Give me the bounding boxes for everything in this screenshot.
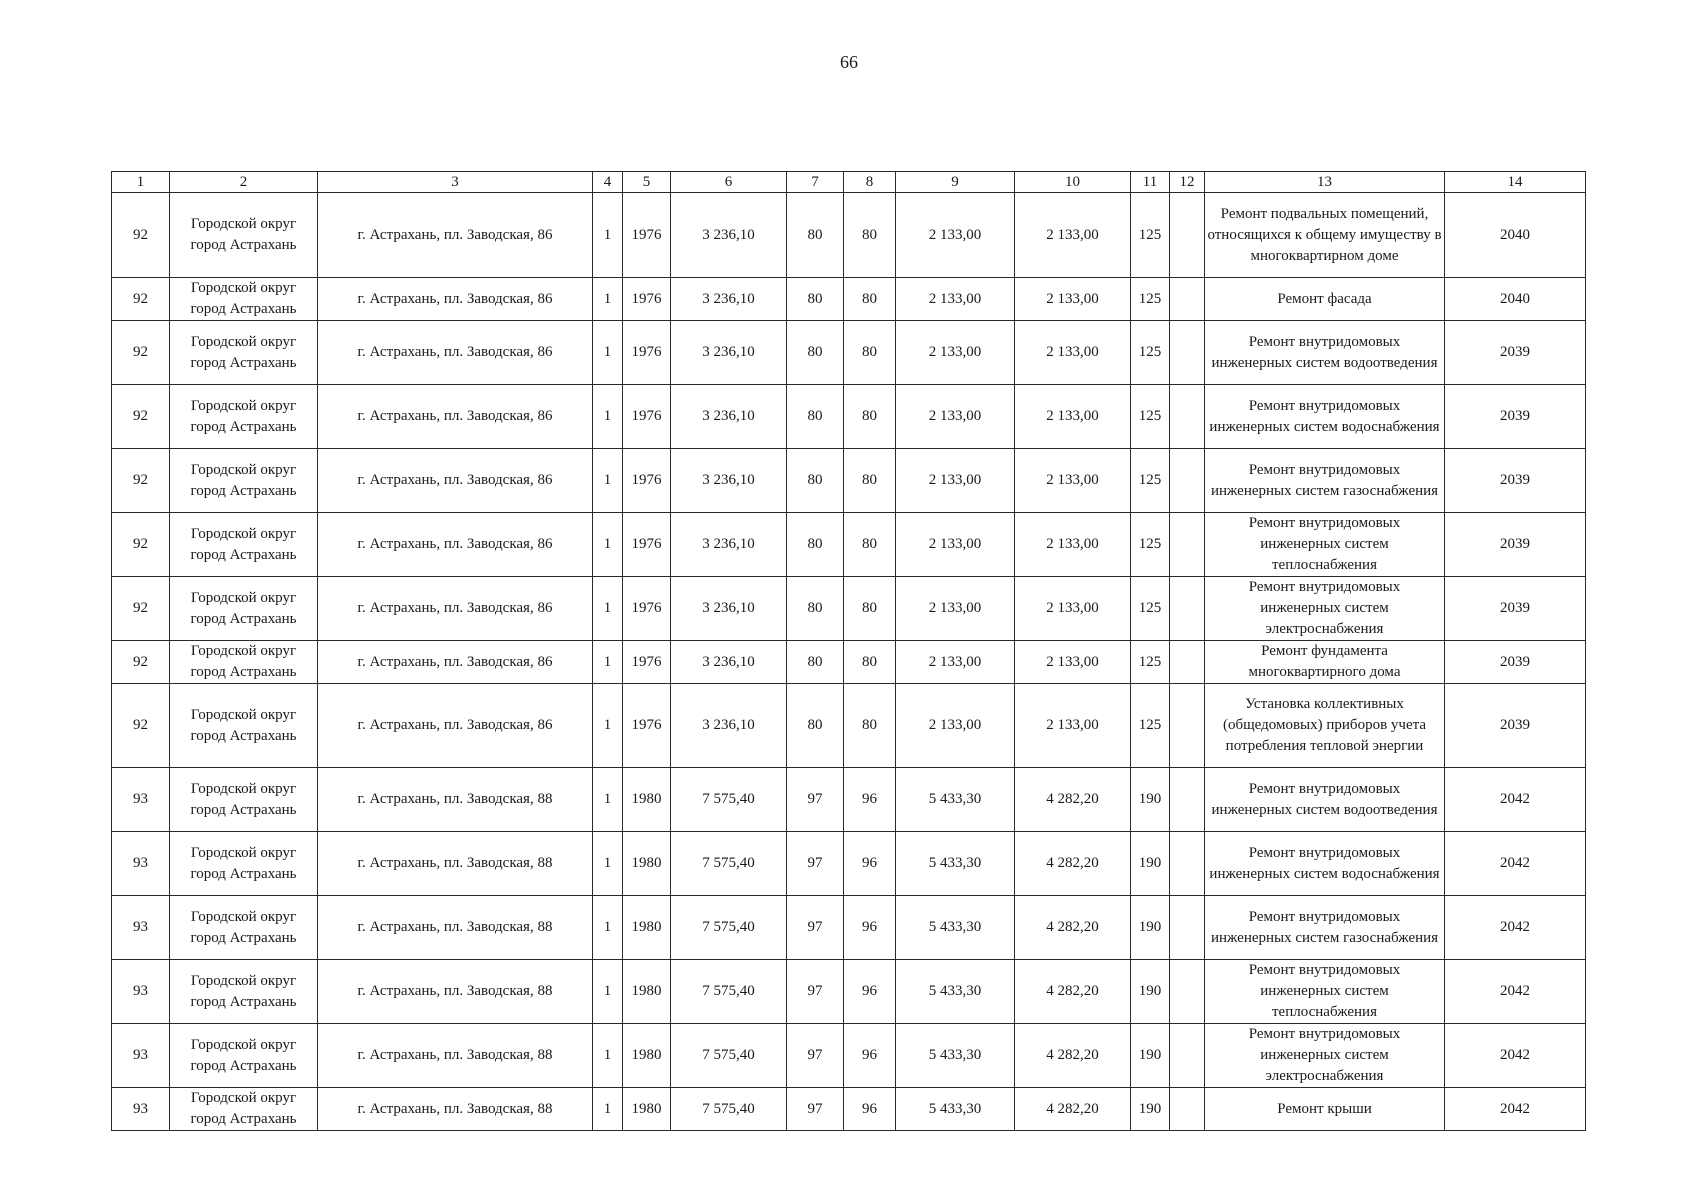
municipality-cell: Городской округ город Астрахань xyxy=(170,641,318,684)
value-cell: 97 xyxy=(787,1088,844,1131)
value-cell: 80 xyxy=(844,278,896,321)
value-cell: 80 xyxy=(844,577,896,641)
area-cell: 2 133,00 xyxy=(896,577,1015,641)
column-header: 9 xyxy=(896,172,1015,193)
area-cell: 7 575,40 xyxy=(671,896,787,960)
municipality-cell: Городской округ город Астрахань xyxy=(170,1024,318,1088)
area-cell: 2 133,00 xyxy=(896,641,1015,684)
work-type-cell: Ремонт фасада xyxy=(1205,278,1445,321)
year-cell: 1980 xyxy=(623,832,671,896)
address-cell: г. Астрахань, пл. Заводская, 88 xyxy=(318,960,593,1024)
work-type-cell: Ремонт внутридомовых инженерных систем водоотведения xyxy=(1205,321,1445,385)
area-cell: 5 433,30 xyxy=(896,960,1015,1024)
value-cell: 125 xyxy=(1131,513,1170,577)
area-cell: 4 282,20 xyxy=(1015,960,1131,1024)
municipality-cell: Городской округ город Астрахань xyxy=(170,449,318,513)
area-cell: 2 133,00 xyxy=(1015,193,1131,278)
column-header: 8 xyxy=(844,172,896,193)
table-row xyxy=(112,768,1586,832)
table-row xyxy=(112,193,1586,278)
value-cell: 96 xyxy=(844,960,896,1024)
row-number-cell: 92 xyxy=(112,385,170,449)
count-cell: 1 xyxy=(593,832,623,896)
value-cell: 125 xyxy=(1131,321,1170,385)
area-cell: 2 133,00 xyxy=(896,278,1015,321)
table-row xyxy=(112,513,1586,577)
value-cell: 96 xyxy=(844,896,896,960)
row-number-cell: 93 xyxy=(112,1024,170,1088)
municipality-cell: Городской округ город Астрахань xyxy=(170,768,318,832)
year-cell: 1976 xyxy=(623,385,671,449)
period-cell: 2039 xyxy=(1445,513,1586,577)
work-type-cell: Ремонт подвальных помещений, относящихся к общему имуществу в многоквартирном доме xyxy=(1205,193,1445,278)
municipality-cell: Городской округ город Астрахань xyxy=(170,896,318,960)
value-cell: 125 xyxy=(1131,278,1170,321)
municipality-cell: Городской округ город Астрахань xyxy=(170,1088,318,1131)
address-cell: г. Астрахань, пл. Заводская, 88 xyxy=(318,768,593,832)
empty-cell xyxy=(1170,896,1205,960)
value-cell: 80 xyxy=(844,449,896,513)
empty-cell xyxy=(1170,1088,1205,1131)
address-cell: г. Астрахань, пл. Заводская, 86 xyxy=(318,577,593,641)
value-cell: 80 xyxy=(787,577,844,641)
page-number: 66 xyxy=(840,52,858,72)
area-cell: 2 133,00 xyxy=(1015,513,1131,577)
municipality-cell: Городской округ город Астрахань xyxy=(170,577,318,641)
area-cell: 2 133,00 xyxy=(1015,278,1131,321)
area-cell: 3 236,10 xyxy=(671,193,787,278)
count-cell: 1 xyxy=(593,896,623,960)
count-cell: 1 xyxy=(593,960,623,1024)
count-cell: 1 xyxy=(593,321,623,385)
period-cell: 2042 xyxy=(1445,832,1586,896)
work-type-cell: Ремонт крыши xyxy=(1205,1088,1445,1131)
empty-cell xyxy=(1170,832,1205,896)
row-number-cell: 92 xyxy=(112,193,170,278)
period-cell: 2042 xyxy=(1445,960,1586,1024)
year-cell: 1976 xyxy=(623,278,671,321)
count-cell: 1 xyxy=(593,768,623,832)
table-row xyxy=(112,278,1586,321)
row-number-cell: 93 xyxy=(112,960,170,1024)
value-cell: 80 xyxy=(844,684,896,768)
row-number-cell: 92 xyxy=(112,513,170,577)
year-cell: 1980 xyxy=(623,768,671,832)
value-cell: 96 xyxy=(844,1024,896,1088)
address-cell: г. Астрахань, пл. Заводская, 86 xyxy=(318,321,593,385)
registry-table xyxy=(111,171,1586,1131)
column-header: 3 xyxy=(318,172,593,193)
column-header: 7 xyxy=(787,172,844,193)
area-cell: 5 433,30 xyxy=(896,1088,1015,1131)
municipality-cell: Городской округ город Астрахань xyxy=(170,513,318,577)
area-cell: 4 282,20 xyxy=(1015,768,1131,832)
year-cell: 1976 xyxy=(623,193,671,278)
municipality-cell: Городской округ город Астрахань xyxy=(170,684,318,768)
value-cell: 80 xyxy=(844,513,896,577)
column-header: 12 xyxy=(1170,172,1205,193)
value-cell: 96 xyxy=(844,832,896,896)
value-cell: 125 xyxy=(1131,684,1170,768)
column-header: 11 xyxy=(1131,172,1170,193)
area-cell: 5 433,30 xyxy=(896,1024,1015,1088)
work-type-cell: Ремонт внутридомовых инженерных систем теплоснабжения xyxy=(1205,513,1445,577)
area-cell: 2 133,00 xyxy=(1015,641,1131,684)
year-cell: 1976 xyxy=(623,513,671,577)
count-cell: 1 xyxy=(593,513,623,577)
work-type-cell: Ремонт внутридомовых инженерных систем водоснабжения xyxy=(1205,385,1445,449)
address-cell: г. Астрахань, пл. Заводская, 86 xyxy=(318,513,593,577)
area-cell: 7 575,40 xyxy=(671,768,787,832)
column-header: 2 xyxy=(170,172,318,193)
value-cell: 80 xyxy=(844,321,896,385)
row-number-cell: 93 xyxy=(112,1088,170,1131)
area-cell: 7 575,40 xyxy=(671,832,787,896)
area-cell: 4 282,20 xyxy=(1015,1024,1131,1088)
period-cell: 2039 xyxy=(1445,641,1586,684)
value-cell: 80 xyxy=(844,641,896,684)
count-cell: 1 xyxy=(593,641,623,684)
table-row xyxy=(112,321,1586,385)
value-cell: 80 xyxy=(844,193,896,278)
period-cell: 2040 xyxy=(1445,278,1586,321)
empty-cell xyxy=(1170,684,1205,768)
row-number-cell: 93 xyxy=(112,896,170,960)
address-cell: г. Астрахань, пл. Заводская, 86 xyxy=(318,278,593,321)
work-type-cell: Установка коллективных (общедомовых) приборов учета потребления тепловой энергии xyxy=(1205,684,1445,768)
column-header: 10 xyxy=(1015,172,1131,193)
period-cell: 2039 xyxy=(1445,385,1586,449)
year-cell: 1976 xyxy=(623,684,671,768)
column-header: 1 xyxy=(112,172,170,193)
area-cell: 3 236,10 xyxy=(671,385,787,449)
table-row xyxy=(112,577,1586,641)
table-row xyxy=(112,960,1586,1024)
area-cell: 3 236,10 xyxy=(671,449,787,513)
value-cell: 80 xyxy=(787,449,844,513)
municipality-cell: Городской округ город Астрахань xyxy=(170,278,318,321)
value-cell: 80 xyxy=(787,385,844,449)
value-cell: 97 xyxy=(787,960,844,1024)
municipality-cell: Городской округ город Астрахань xyxy=(170,960,318,1024)
column-header: 14 xyxy=(1445,172,1586,193)
year-cell: 1976 xyxy=(623,641,671,684)
row-number-cell: 92 xyxy=(112,278,170,321)
area-cell: 3 236,10 xyxy=(671,684,787,768)
area-cell: 5 433,30 xyxy=(896,768,1015,832)
count-cell: 1 xyxy=(593,1088,623,1131)
work-type-cell: Ремонт внутридомовых инженерных систем газоснабжения xyxy=(1205,896,1445,960)
value-cell: 80 xyxy=(787,513,844,577)
table-row xyxy=(112,641,1586,684)
empty-cell xyxy=(1170,577,1205,641)
period-cell: 2039 xyxy=(1445,449,1586,513)
count-cell: 1 xyxy=(593,385,623,449)
value-cell: 125 xyxy=(1131,577,1170,641)
value-cell: 190 xyxy=(1131,1024,1170,1088)
area-cell: 3 236,10 xyxy=(671,641,787,684)
empty-cell xyxy=(1170,193,1205,278)
year-cell: 1976 xyxy=(623,321,671,385)
area-cell: 7 575,40 xyxy=(671,1088,787,1131)
empty-cell xyxy=(1170,321,1205,385)
value-cell: 125 xyxy=(1131,193,1170,278)
area-cell: 5 433,30 xyxy=(896,896,1015,960)
area-cell: 3 236,10 xyxy=(671,321,787,385)
area-cell: 2 133,00 xyxy=(1015,385,1131,449)
row-number-cell: 92 xyxy=(112,577,170,641)
area-cell: 3 236,10 xyxy=(671,577,787,641)
area-cell: 2 133,00 xyxy=(896,385,1015,449)
work-type-cell: Ремонт фундамента многоквартирного дома xyxy=(1205,641,1445,684)
empty-cell xyxy=(1170,278,1205,321)
value-cell: 80 xyxy=(787,321,844,385)
period-cell: 2042 xyxy=(1445,1088,1586,1131)
work-type-cell: Ремонт внутридомовых инженерных систем теплоснабжения xyxy=(1205,960,1445,1024)
value-cell: 190 xyxy=(1131,832,1170,896)
period-cell: 2040 xyxy=(1445,193,1586,278)
period-cell: 2042 xyxy=(1445,768,1586,832)
address-cell: г. Астрахань, пл. Заводская, 86 xyxy=(318,193,593,278)
empty-cell xyxy=(1170,385,1205,449)
row-number-cell: 92 xyxy=(112,641,170,684)
year-cell: 1980 xyxy=(623,896,671,960)
row-number-cell: 92 xyxy=(112,684,170,768)
year-cell: 1980 xyxy=(623,1024,671,1088)
period-cell: 2042 xyxy=(1445,1024,1586,1088)
municipality-cell: Городской округ город Астрахань xyxy=(170,832,318,896)
municipality-cell: Городской округ город Астрахань xyxy=(170,193,318,278)
table-row xyxy=(112,1088,1586,1131)
count-cell: 1 xyxy=(593,577,623,641)
count-cell: 1 xyxy=(593,193,623,278)
address-cell: г. Астрахань, пл. Заводская, 86 xyxy=(318,449,593,513)
value-cell: 97 xyxy=(787,896,844,960)
period-cell: 2039 xyxy=(1445,321,1586,385)
value-cell: 97 xyxy=(787,1024,844,1088)
column-header: 13 xyxy=(1205,172,1445,193)
value-cell: 80 xyxy=(787,684,844,768)
row-number-cell: 92 xyxy=(112,449,170,513)
value-cell: 80 xyxy=(787,641,844,684)
period-cell: 2039 xyxy=(1445,684,1586,768)
address-cell: г. Астрахань, пл. Заводская, 88 xyxy=(318,896,593,960)
work-type-cell: Ремонт внутридомовых инженерных систем электроснабжения xyxy=(1205,1024,1445,1088)
area-cell: 3 236,10 xyxy=(671,278,787,321)
column-header: 6 xyxy=(671,172,787,193)
municipality-cell: Городской округ город Астрахань xyxy=(170,321,318,385)
value-cell: 96 xyxy=(844,768,896,832)
area-cell: 2 133,00 xyxy=(1015,684,1131,768)
empty-cell xyxy=(1170,449,1205,513)
row-number-cell: 92 xyxy=(112,321,170,385)
year-cell: 1980 xyxy=(623,960,671,1024)
area-cell: 2 133,00 xyxy=(896,449,1015,513)
value-cell: 97 xyxy=(787,768,844,832)
value-cell: 96 xyxy=(844,1088,896,1131)
area-cell: 5 433,30 xyxy=(896,832,1015,896)
area-cell: 4 282,20 xyxy=(1015,1088,1131,1131)
table-row xyxy=(112,684,1586,768)
value-cell: 125 xyxy=(1131,641,1170,684)
work-type-cell: Ремонт внутридомовых инженерных систем газоснабжения xyxy=(1205,449,1445,513)
area-cell: 4 282,20 xyxy=(1015,832,1131,896)
area-cell: 3 236,10 xyxy=(671,513,787,577)
count-cell: 1 xyxy=(593,449,623,513)
year-cell: 1976 xyxy=(623,577,671,641)
empty-cell xyxy=(1170,768,1205,832)
count-cell: 1 xyxy=(593,278,623,321)
count-cell: 1 xyxy=(593,684,623,768)
value-cell: 190 xyxy=(1131,1088,1170,1131)
area-cell: 4 282,20 xyxy=(1015,896,1131,960)
area-cell: 7 575,40 xyxy=(671,960,787,1024)
address-cell: г. Астрахань, пл. Заводская, 86 xyxy=(318,684,593,768)
table-row xyxy=(112,449,1586,513)
row-number-cell: 93 xyxy=(112,832,170,896)
address-cell: г. Астрахань, пл. Заводская, 88 xyxy=(318,832,593,896)
table-row xyxy=(112,832,1586,896)
municipality-cell: Городской округ город Астрахань xyxy=(170,385,318,449)
period-cell: 2042 xyxy=(1445,896,1586,960)
area-cell: 2 133,00 xyxy=(896,193,1015,278)
address-cell: г. Астрахань, пл. Заводская, 88 xyxy=(318,1088,593,1131)
count-cell: 1 xyxy=(593,1024,623,1088)
empty-cell xyxy=(1170,513,1205,577)
table-row xyxy=(112,1024,1586,1088)
address-cell: г. Астрахань, пл. Заводская, 86 xyxy=(318,385,593,449)
area-cell: 2 133,00 xyxy=(1015,321,1131,385)
table-row xyxy=(112,896,1586,960)
column-header: 5 xyxy=(623,172,671,193)
value-cell: 80 xyxy=(787,193,844,278)
value-cell: 125 xyxy=(1131,385,1170,449)
year-cell: 1980 xyxy=(623,1088,671,1131)
work-type-cell: Ремонт внутридомовых инженерных систем электроснабжения xyxy=(1205,577,1445,641)
value-cell: 190 xyxy=(1131,960,1170,1024)
column-header: 4 xyxy=(593,172,623,193)
value-cell: 190 xyxy=(1131,896,1170,960)
area-cell: 2 133,00 xyxy=(896,513,1015,577)
value-cell: 190 xyxy=(1131,768,1170,832)
area-cell: 7 575,40 xyxy=(671,1024,787,1088)
area-cell: 2 133,00 xyxy=(896,321,1015,385)
column-number-row xyxy=(112,172,1586,193)
empty-cell xyxy=(1170,1024,1205,1088)
value-cell: 125 xyxy=(1131,449,1170,513)
work-type-cell: Ремонт внутридомовых инженерных систем водоотведения xyxy=(1205,768,1445,832)
area-cell: 2 133,00 xyxy=(896,684,1015,768)
empty-cell xyxy=(1170,641,1205,684)
area-cell: 2 133,00 xyxy=(1015,577,1131,641)
area-cell: 2 133,00 xyxy=(1015,449,1131,513)
value-cell: 97 xyxy=(787,832,844,896)
value-cell: 80 xyxy=(844,385,896,449)
address-cell: г. Астрахань, пл. Заводская, 88 xyxy=(318,1024,593,1088)
period-cell: 2039 xyxy=(1445,577,1586,641)
work-type-cell: Ремонт внутридомовых инженерных систем водоснабжения xyxy=(1205,832,1445,896)
row-number-cell: 93 xyxy=(112,768,170,832)
table-row xyxy=(112,385,1586,449)
empty-cell xyxy=(1170,960,1205,1024)
year-cell: 1976 xyxy=(623,449,671,513)
address-cell: г. Астрахань, пл. Заводская, 86 xyxy=(318,641,593,684)
value-cell: 80 xyxy=(787,278,844,321)
